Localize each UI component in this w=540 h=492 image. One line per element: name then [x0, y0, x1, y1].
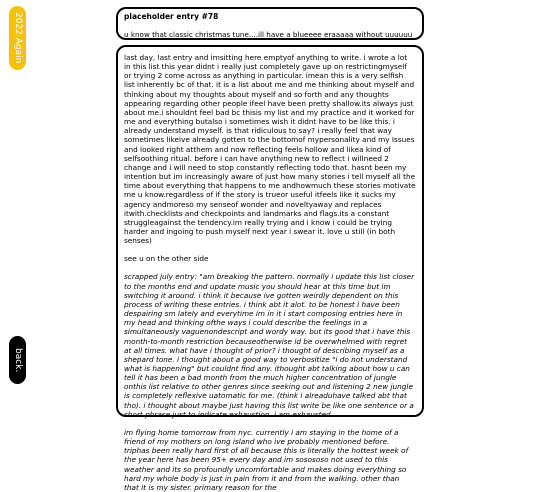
year-tab-label: 2022 Again — [13, 12, 23, 64]
year-tab[interactable] — [9, 6, 26, 70]
entry-signoff: see u on the other side — [124, 254, 209, 264]
entry-paragraph-nyc: im flying home tomorrow from nyc. currently i am staying in the home of a friend of my mothers on long island who ive probably mentioned before. triphas been really hard first of all because this is literally the hottest week of the year here has been 95+ every day and im sosososo not used to this weather and its so profoundly uncomfortable and makes doing everything so hard my whole body is just in pain from it and from the walking. other than that it is my sister. primary reason for the — [124, 427, 409, 492]
entry-body-card[interactable] — [116, 45, 424, 492]
entry-subtitle: u know that classic christmas tune....ill have a blueeee eraaaaa without uuuuuu — [124, 30, 413, 39]
back-button[interactable] — [9, 336, 26, 384]
back-button-label: back. — [13, 347, 23, 373]
entry-title: placeholder entry #78 — [124, 12, 219, 21]
entry-paragraph-main: last day, last entry and imsitting here emptyof anything to write. i wrote a lot in this list this year didnt i really just completely gave up on restrictingmyself or trying 2 come across as anything in particular. imean this is a very selfish list inherently bc of that. it is a list about me and me thinking about myself and thinking about my thoughts about myself and so forth and any thoughts appearing regarding other people ifeel have been pretty shallow.its always just about me.i shouldnt feel bad bc thisis my list and my practice and it worked for me and everything butalso i sometimes wish it didnt have to be like this. i already understand myself. is that ridiculous to say? i really feel that way sometimes likeive already gotten to the bottomof mypersonality and my Issues and looked right atthem and now reflecting feels hollow and likea kind of selfsoothing ritual. before i can have anything new to reflect i willneed 2 change and i will need to stop constantly reflecting todo that. hasnt been my intention but im increasingly aware of just how many stories i tell myself all the time about everything that happens to me andhowmuch these stories motivate me u know.regardless of if the story is trueor useful itfeels like it sucks my agency andmoreso my senseof wonder and noveltyaway and replaces itwith.checklists and checkpoints and landmarks and flags.its a constant struggleagainst the tendency.im really trying and i know i could be trying harder and ingoing to push myself next year i swear it. love u still (in both senses) — [124, 53, 416, 246]
scrapped-july-entry: scrapped july entry: "am breaking the pattern. normally i update this list closer to the months end and update music you should hear at this time but im switching it around. i think it because ive gotten weirdly dependent on this process of writing these entries. i think abt it alot. to be honest i have been despairing sm lately and everytime im in it i start composing entries here in my head and thinking ofthe ways i could describe the feelings in a simultaneously vaguenondescript and wordy way. but its good that i have this month-to-month restriction becauseotherwise id be overwhelmed with regret at all times. what have i thought of prior? i thought of describing myself as a shepard tone. i thought about a good way to verbositize "i do not understand what is happening" but couldnt find any. ithought abt talking about how u can tell it has been a bad month from the much higher concentration of jungle onthis list relative to other genres since seeking out and listening 2 new jungle is completely reflexive uatomatic for me. (think i alreaduhave talked abt that tho). i thought about maybe just having this list write be like one sentence or a short phrase just to indicate exhaustion. i am exhausted . — [124, 272, 415, 419]
entry-header-card — [116, 7, 424, 40]
